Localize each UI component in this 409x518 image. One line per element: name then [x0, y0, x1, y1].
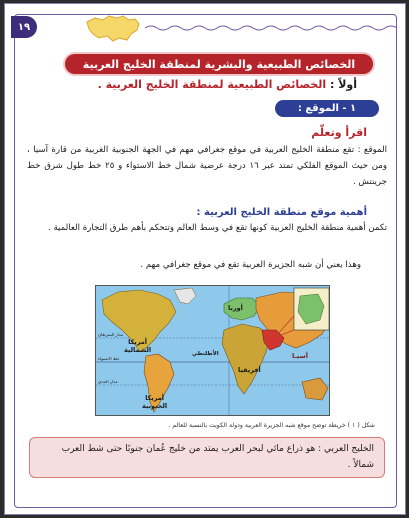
- learn-heading: اقرأ وتعلّم: [311, 126, 367, 139]
- section-heading: [98, 78, 357, 91]
- map-caption: شكل ( ١ ) خريطة توضح موقع شبه الجزيرة العربية ودولة الكويت بالنسبة للعالم .: [168, 422, 375, 429]
- section-heading-text: الخصائص الطبيعية لمنطقة الخليج العربية .: [97, 78, 327, 91]
- map-label-tropic-of-capricorn: مدار الجدي: [98, 379, 118, 384]
- location-paragraph: الموقع : تقع منطقة الخليج العربية في موقع جغرافي مهم في الجهة الجنوبية الغربية من قارة آسيا ، ومن حيث الموقع الفلكي تمتد عبر ١٦ درجة عرضية شمال خط الاستواء و ٢٥ خط طول شرق خط جرينتش .: [27, 145, 387, 187]
- world-map-figure: [95, 285, 330, 416]
- australia-landmass: [302, 378, 328, 400]
- peninsula-paragraph: وهذا يعني أن شبه الجزيرة العربية تقع في موقع جغرافي مهم .: [140, 260, 361, 270]
- importance-heading: أهمية موقع منطقة الخليج العربية :: [196, 207, 367, 218]
- importance-paragraph: تكمن أهمية منطقة الخليج العربية كونها تقع في وسط العالم وتتحكم بأهم طرق التجارة العالمية .: [47, 223, 387, 233]
- map-label-asia: آسيـا: [292, 352, 308, 360]
- map-label-south-america: أمريكا الجنوبية: [142, 394, 168, 410]
- map-label-atlantic: الأطلنطي: [192, 351, 219, 357]
- map-label-africa: أفريقيا: [238, 366, 261, 374]
- definition-box: [29, 437, 385, 478]
- lesson-title-banner: الخصائص الطبيعية والبشرية لمنطقة الخليج العربية: [65, 54, 373, 74]
- decorative-wave-rule: [145, 24, 397, 32]
- map-label-north-america: أمريكا الشمالية: [124, 338, 152, 354]
- page-number: ١٩: [11, 16, 37, 38]
- gulf-region-map-icon: [83, 12, 143, 44]
- subsection-location-pill: ١ - الموقع :: [275, 100, 379, 117]
- map-label-tropic-of-cancer: مدار السرطان: [98, 332, 124, 337]
- map-label-europe: أوربا: [228, 304, 243, 312]
- definition-text: الخليج العربي : هو ذراع مائي لبحر العرب يمتد من خليج عُمان جنوبًا حتى شط العرب شمالاً .: [61, 444, 374, 470]
- greenland-landmass: [174, 288, 196, 304]
- section-number: أولاً :: [329, 78, 357, 91]
- map-label-equator: خط الاستواء: [98, 356, 120, 361]
- textbook-page: [4, 3, 406, 515]
